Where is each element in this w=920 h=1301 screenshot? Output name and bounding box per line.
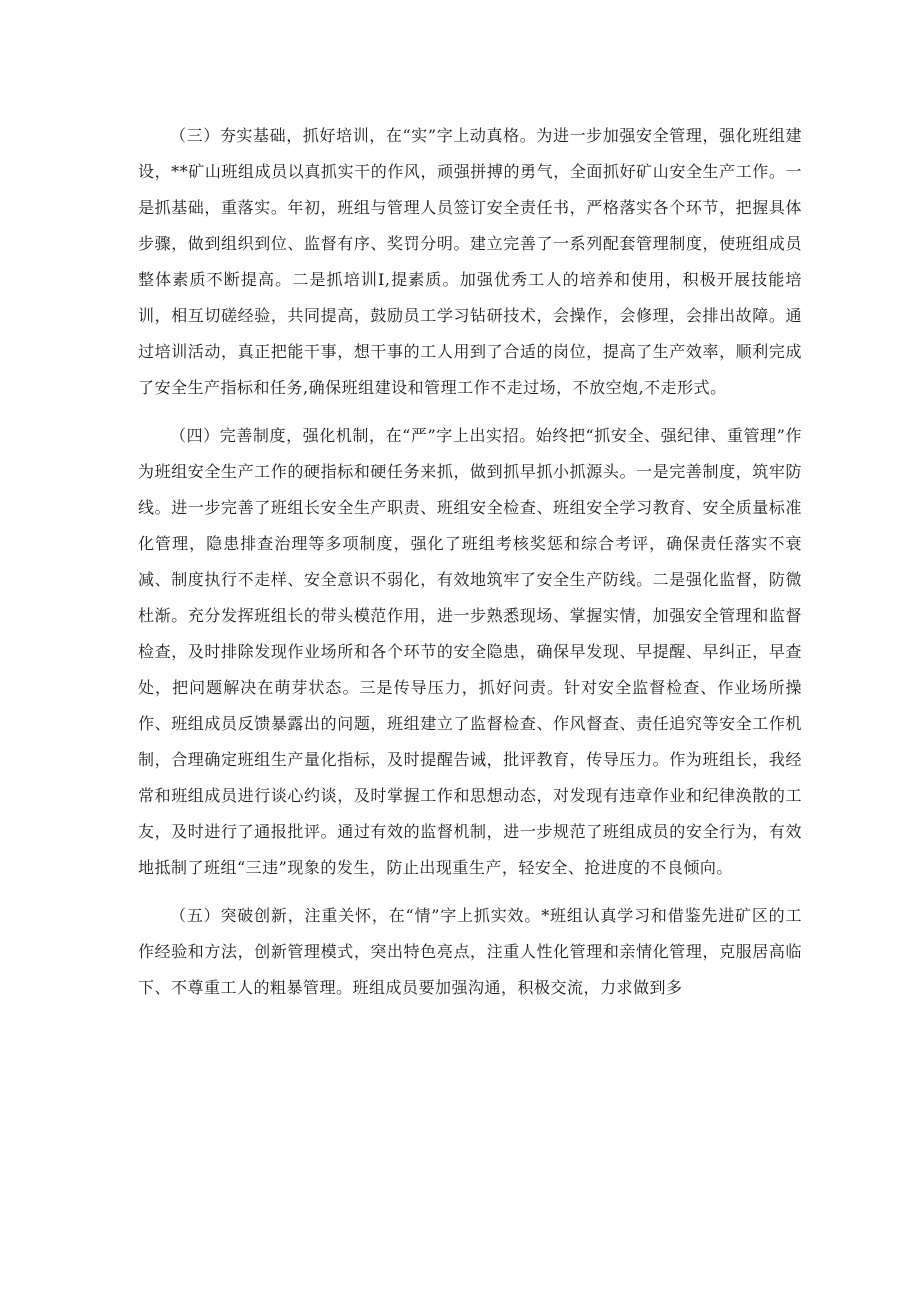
document-body <box>138 118 802 1018</box>
paragraph-section-five: （五）突破创新，注重关怀，在“情”字上抓实效。*班组认真学习和借鉴先进矿区的工作经验和方法，创新管理模式，突出特色亮点，注重人性化管理和亲情化管理，克服居高临下、不尊重工人的粗暴管理。班组成员要加强沟通，积极交流，力求做到多 <box>138 906 802 997</box>
paragraph-section-four: （四）完善制度，强化机制，在“严”字上出实招。始终把“抓安全、强纪律、重管理”作为班组安全生产工作的硬指标和硬任务来抓，做到抓早抓小抓源头。一是完善制度，筑牢防线。进一步完善了班组长安全生产职责、班组安全检查、班组安全学习教育、安全质量标准化管理，隐患排查治理等多项制度，强化了班组考核奖惩和综合考评，确保责任落实不衰减、制度执行不走样、安全意识不弱化，有效地筑牢了安全生产防线。二是强化监督，防微杜渐。充分发挥班组长的带头模范作用，进一步熟悉现场、掌握实情，加强安全管理和监督检查，及时排除发现作业场所和各个环节的安全隐患，确保早发现、早提醒、早纠正，早查处，把问题解决在萌芽状态。三是传导压力，抓好问责。针对安全监督检查、作业场所操作、班组成员反馈暴露出的问题，班组建立了监督检查、作风督查、责任追究等安全工作机制，合理确定班组生产量化指标，及时提醒告诫，批评教育，传导压力。作为班组长，我经常和班组成员进行谈心约谈，及时掌握工作和思想动态，对发现有违章作业和纪律涣散的工友，及时进行了通报批评。通过有效的监督机制，进一步规范了班组成员的安全行为，有效地抵制了班组“三违”现象的发生，防止出现重生产，轻安全、抢进度的不良倾向。 <box>138 426 802 877</box>
paragraph-section-three: （三）夯实基础，抓好培训，在“实”字上动真格。为进一步加强安全管理，强化班组建设，**矿山班组成员以真抓实干的作风，顽强拼搏的勇气，全面抓好矿山安全生产工作。一是抓基础，重落实。年初，班组与管理人员签订安全责任书，严格落实各个环节，把握具体步骤，做到组织到位、监督有序、奖罚分明。建立完善了一系列配套管理制度，使班组成员整体素质不断提高。二是抓培训I,提素质。加强优秀工人的培养和使用，积极开展技能培训，相互切磋经验，共同提高，鼓励员工学习钻研技术，会操作，会修理，会排出故障。通过培训活动，真正把能干事，想干事的工人用到了合适的岗位，提高了生产效率，顺利完成了安全生产指标和任务,确保班组建设和管理工作不走过场，不放空炮,不走形式。 <box>138 126 802 397</box>
